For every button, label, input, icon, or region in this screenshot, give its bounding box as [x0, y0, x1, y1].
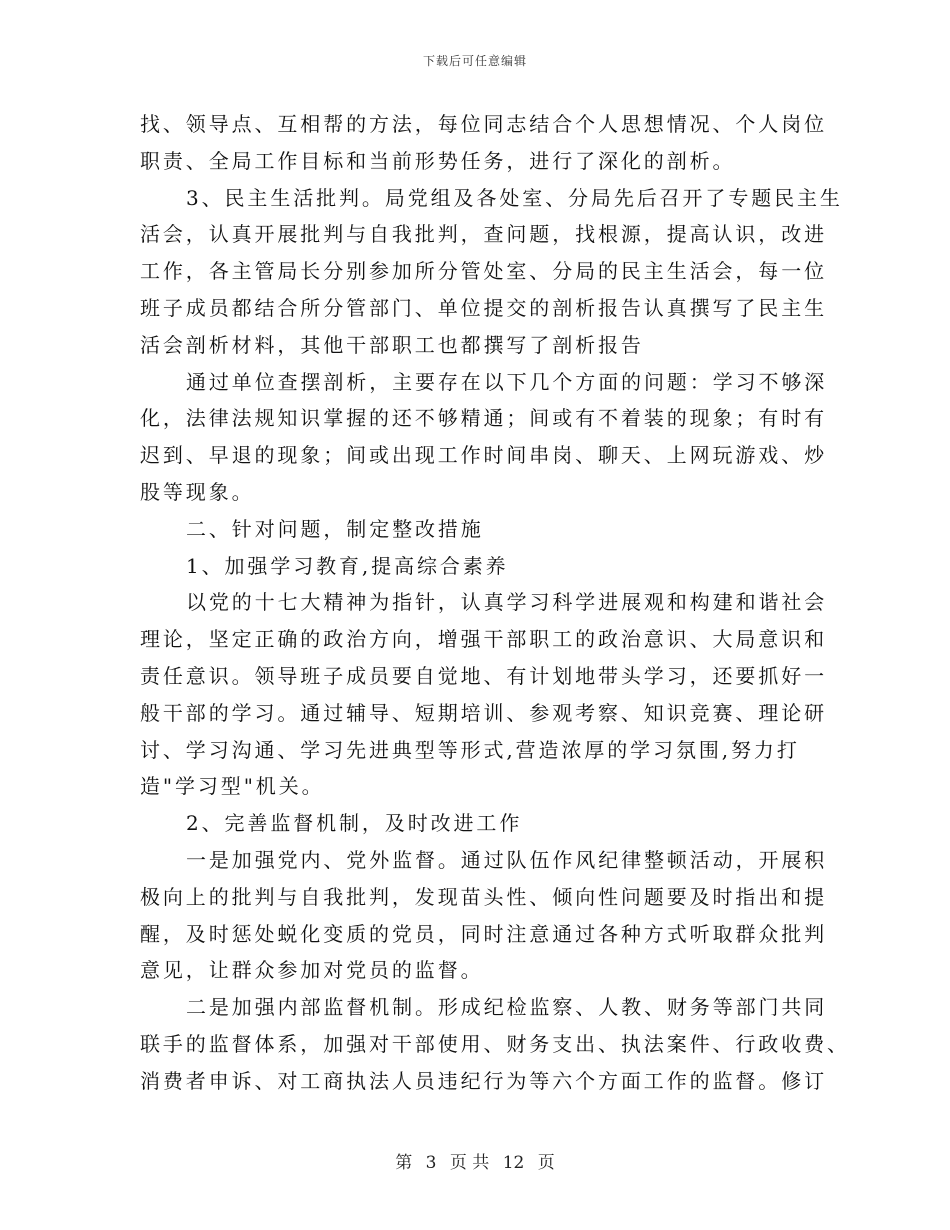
text-line: 理论，坚定正确的政治方向，增强干部职工的政治意识、大局意识和 — [140, 627, 827, 652]
text-line: 迟到、早退的现象；间或出现工作时间串岗、聊天、上网玩游戏、炒 — [140, 443, 827, 468]
text-line: 班子成员都结合所分管部门、单位提交的剖析报告认真撰写了民主生 — [140, 295, 827, 320]
text-line: 二、针对问题，制定整改措施 — [186, 516, 484, 541]
footer-prefix: 第 — [395, 1153, 413, 1173]
text-line: 一是加强党内、党外监督。通过队伍作风纪律整顿活动，开展积 — [186, 847, 828, 872]
text-line: 化，法律法规知识掌握的还不够精通；间或有不着装的现象；有时有 — [140, 406, 827, 431]
text-line: 2、完善监督机制，及时改进工作 — [186, 811, 523, 836]
text-line: 职责、全局工作目标和当前形势任务，进行了深化的剖析。 — [140, 148, 736, 173]
footer-total-pages: 12 — [502, 1153, 525, 1173]
text-line: 极向上的批判与自我批判，发现苗头性、倾向性问题要及时指出和提 — [140, 884, 827, 909]
text-line: 活会，认真开展批判与自我批判，查问题，找根源，提高认识，改进 — [140, 222, 827, 247]
text-line: 活会剖析材料，其他干部职工也都撰写了剖析报告 — [140, 332, 644, 357]
text-line: 醒，及时惩处蜕化变质的党员，同时注意通过各种方式听取群众批判 — [140, 921, 827, 946]
footer-suffix: 页 — [537, 1153, 555, 1173]
footer-middle: 页 共 — [449, 1153, 490, 1173]
text-line: 般干部的学习。通过辅导、短期培训、参观考察、知识竞赛、理论研 — [140, 700, 827, 725]
text-line: 1、加强学习教育,提高综合素养 — [186, 553, 509, 578]
text-line: 通过单位查摆剖析，主要存在以下几个方面的问题：学习不够深 — [186, 369, 828, 394]
text-line: 工作，各主管局长分别参加所分管处室、分局的民主生活会，每一位 — [140, 259, 827, 284]
text-line: 3、民主生活批判。局党组及各处室、分局先后召开了专题民主生 — [186, 185, 843, 210]
text-line: 责任意识。领导班子成员要自觉地、有计划地带头学习，还要抓好一 — [140, 663, 827, 688]
page-footer — [0, 1148, 950, 1173]
text-line: 讨、学习沟通、学习先进典型等形式,营造浓厚的学习氛围,努力打 — [140, 737, 800, 762]
text-line: 造"学习型"机关。 — [140, 774, 325, 799]
page-header: 下载后可任意编辑 — [422, 54, 527, 68]
document-body — [140, 106, 850, 1100]
text-line: 二是加强内部监督机制。形成纪检监察、人教、财务等部门共同 — [186, 995, 828, 1020]
footer-page-number: 3 — [425, 1153, 437, 1173]
text-line: 联手的监督体系，加强对干部使用、财务支出、执法案件、行政收费、 — [140, 1031, 850, 1056]
text-line: 找、领导点、互相帮的方法，每位同志结合个人思想情况、个人岗位 — [140, 112, 827, 136]
text-line: 以党的十七大精神为指针，认真学习科学进展观和构建和谐社会 — [186, 590, 828, 615]
text-line: 意见，让群众参加对党员的监督。 — [140, 958, 484, 983]
text-line: 股等现象。 — [140, 479, 255, 504]
text-line: 消费者申诉、对工商执法人员违纪行为等六个方面工作的监督。修订 — [140, 1068, 827, 1093]
